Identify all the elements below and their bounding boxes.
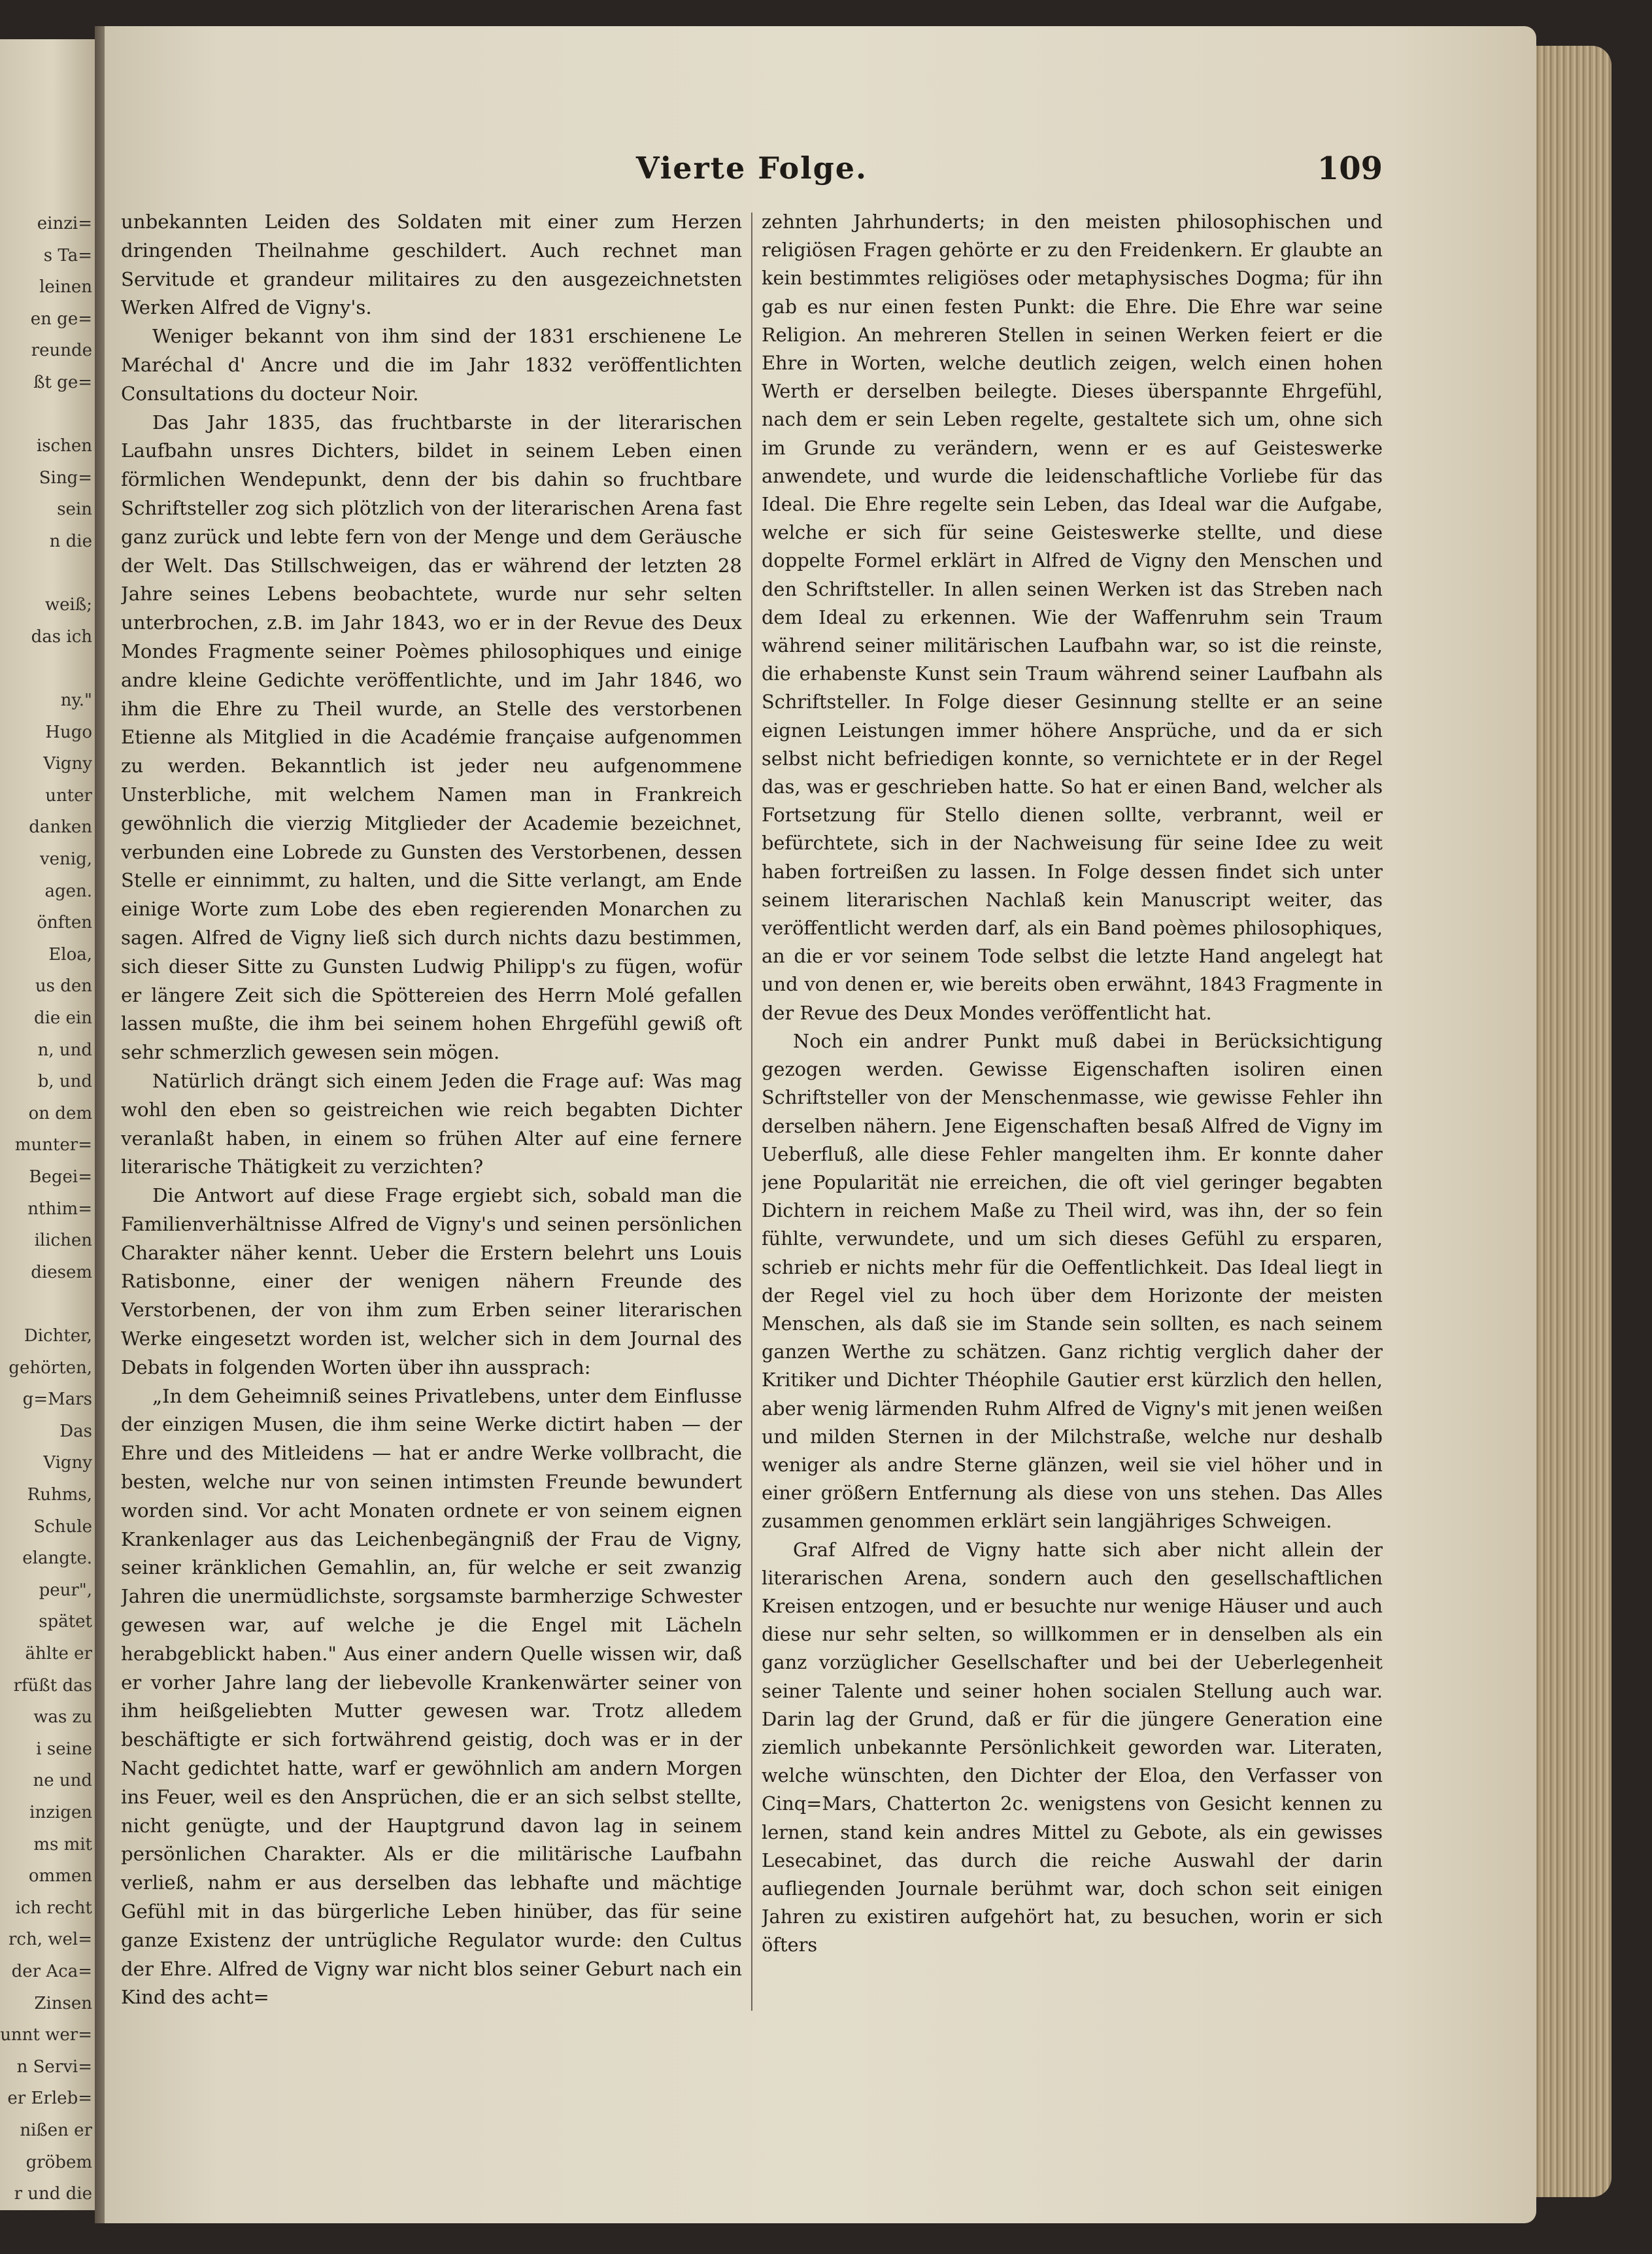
facing-page-fragment: rch, wel= (8, 1930, 92, 1950)
facing-page-fragment: munter= (14, 1135, 92, 1155)
facing-page-fragment: ilichen (34, 1231, 92, 1251)
facing-page-fragment: n die (49, 532, 92, 551)
facing-page-fragment: Ruhms, (27, 1485, 92, 1505)
facing-page-fragment: n, und (37, 1040, 92, 1060)
paragraph: Weniger bekannt von ihm sind der 1831 erschienene Le Maréchal d' Ancre und die im Jahr 1832 veröffentlichten Consultations du docteur Noir. (121, 325, 742, 405)
facing-page-fragment: ms mit (33, 1834, 92, 1854)
facing-page-fragment: was zu (33, 1707, 92, 1728)
facing-page-fragment: spätet (39, 1612, 92, 1632)
facing-page-fragment: nthim= (27, 1199, 92, 1219)
page-edges (1533, 46, 1611, 2197)
facing-page-fragment: Das (59, 1421, 92, 1441)
facing-page-fragment: on dem (28, 1103, 92, 1123)
paragraph: Natürlich drängt sich einem Jeden die Frage auf: Was mag wohl den eben so geistreichen wie reich begabten Dichter veranlaßt haben, in einem so frühen Alter auf eine fernere literarische Thätigkeit zu verzichten? (121, 1069, 742, 1178)
facing-page-fragment: reunde (31, 341, 92, 361)
paragraph: Graf Alfred de Vigny hatte sich aber nicht allein der literarischen Arena, sondern auch den gesellschaftlichen Kreisen entzogen, und er besuchte nur wenige Häuser und auch diese nur sehr selten, so willkommen er in denselben als ein ganz vorzüglicher Gesellschafter und bei der Ueberlegenheit seiner Talente und seiner hohen socialen Stellung auch war. Darin lag der Grund, daß er für die jüngere Generation eine ziemlich unbekannte Persönlichkeit geworden war. Literaten, welche wünschten, den Dichter der Eloa, den Verfasser von Cinq=Mars, Chatterton 2c. wenigstens von Gesicht kennen zu lernen, stand kein andres Mittel zu Gebote, als ein gewisses Lesecabinet, das durch die reiche Auswahl der darin aufliegenden Journale berühmt war, doch schon seit einigen Jahren zu existiren aufgehört hat, zu besuchen, worin er sich öfters (762, 1538, 1383, 1956)
facing-page-fragment: ne und (33, 1771, 92, 1791)
facing-page-fragment: ny." (60, 691, 92, 710)
facing-page-fragment: gehörten, (8, 1358, 92, 1378)
facing-page-fragment: ischen (36, 436, 92, 456)
facing-page-fragment: Sing= (39, 468, 92, 488)
facing-page-fragment: er Erleb= (7, 2089, 92, 2109)
facing-page-fragment: ßt ge= (33, 373, 92, 392)
facing-page-fragment: Begei= (29, 1167, 92, 1187)
facing-page-fragment: Zinsen (34, 1993, 92, 2013)
facing-page-fragment: peur", (39, 1580, 92, 1600)
paragraph: unbekannten Leiden des Soldaten mit einer zum Herzen dringenden Theilnahme geschildert. Auch rechnet man Servitude et grandeur militaires zu den ausgezeichnetsten Werken Alfred de Vigny's. (121, 211, 742, 319)
facing-page-fragment: s Ta= (43, 245, 92, 265)
facing-page-fragment: die ein (33, 1008, 92, 1028)
facing-page-fragment: der Aca= (11, 1962, 92, 1981)
column-divider (751, 213, 752, 2011)
paragraph: Die Antwort auf diese Frage ergiebt sich, sobald man die Familienverhältnisse Alfred de Vigny's und seinen persönlichen Charakter näher kennt. Ueber die Erstern belehrt uns Louis Ratisbonne, einer der wenigen nähern Freunde des Verstorbenen, der von ihm zum Erben seiner literarischen Werke eingesetzt worden ist, welcher sich in dem Journal des Debats in folgenden Worten über ihn aussprach: (121, 1184, 742, 1378)
facing-page-fragment: us den (35, 976, 92, 997)
facing-page-fragment: ich recht (15, 1898, 92, 1918)
facing-page-fragment: n Servi= (16, 2057, 92, 2077)
right-text-column (762, 208, 1383, 2013)
paragraph: Das Jahr 1835, das fruchtbarste in der literarischen Laufbahn unsres Dichters, bildet in seinem Leben einen förmlichen Wendepunkt, denn der bis dahin so fruchtbare Schriftsteller zog sich plötzlich von der literarischen Arena fast ganz zurück und lebte fern von der Menge und dem Geräusche der Welt. Das Stillschweigen, das er während der letzten 28 Jahre seines Lebens beobachtete, wurde nur sehr selten unterbrochen, z.B. im Jahr 1843, wo er in der Revue des Deux Mondes Fragmente seiner Poèmes philosophiques und einige andre kleine Gedichte veröffentlichte, und im Jahr 1846, wo ihm die Ehre zu Theil wurde, an Stelle des verstorbenen Etienne als Mitglied in die Académie française aufgenommen zu werden. Bekanntlich ist jeder neu aufgenommene Unsterbliche, mit welchem Namen man in Frankreich gewöhnlich die vierzig Mitglieder der Academie bezeichnet, verbunden eine Lobrede zu Gunsten des Verstorbenen, dessen Stelle er einnimmt, zu halten, und die Sitte verlangt, am Ende einige Worte zum Lobe des eben regierenden Monarchen zu sagen. Alfred de Vigny ließ sich durch nichts dazu bestimmen, sich dieser Sitte zu Gunsten Ludwig Philipp's zu fügen, wofür er längere Zeit sich die Spöttereien des Herrn Molé gefallen lassen mußte, die ihm bei seinem hohen Ehrgefühl gewiß oft sehr schmerzlich gewesen sein mögen. (121, 411, 742, 1064)
paragraph: „In dem Geheimniß seines Privatlebens, unter dem Einflusse der einzigen Musen, die ihm seine Werke dictirt haben — der Ehre und des Mitleidens — hat er andre Werke vollbracht, die besten, welche nur von seinen intimsten Freunde bewundert worden sind. Vor acht Monaten ordnete er von seinem eignen Krankenlager aus das Leichenbegängniß der Frau de Vigny, seiner kränklichen Gemahlin, an, für welche er seit zwanzig Jahren die unermüdlichste, sorgsamste barmherzige Schwester gewesen war, auf welche je die Engel mit Lächeln herabgeblickt haben." Aus einer andern Quelle wissen wir, daß er vorher Jahre lang der liebevolle Krankenwärter seiner von ihm heißgeliebten Mutter gewesen war. Trotz alledem beschäftigte er sich fortwährend geistig, doch was er in der Nacht gedichtet hatte, warf er gewöhnlich am andern Morgen ins Feuer, weil es den Ansprüchen, die er an sich selbst stellte, nicht genügte, und der Hauptgrund davon lag in seinem persönlichen Charakter. Als er die militärische Laufbahn verließ, nahm er aus derselben das lebhafte und mächtige Gefühl mit in das bürgerliche Leben hinüber, das für seine ganze Existenz der untrügliche Regulator wurde: den Cultus der Ehre. Alfred de Vigny war nicht blos seiner Geburt nach ein Kind des acht= (121, 1384, 742, 2009)
facing-page-fragment: Vigny (43, 1453, 92, 1473)
facing-page-fragment: venig, (39, 849, 92, 869)
page-header (121, 150, 1383, 196)
facing-page-fragment: einzi= (37, 214, 92, 233)
paragraph: Noch ein andrer Punkt muß dabei in Berücksichtigung gezogen werden. Gewisse Eigenschaften isoliren einen Schriftsteller von der Menschenmasse, wie gewisse Fehler ihn derselben nähern. Jene Eigenschaften besaß Alfred de Vigny im Ueberfluß, alle diese Fehler mangelten ihm. Er konnte daher jene Popularität nie erreichen, die oft viel geringer begabten Dichtern in reichem Maße zu Theil wird, was ihn, der so fein fühlte, verwundete, und um sich dieses Gefühl zu ersparen, schrieb er nichts mehr für die Oeffentlichkeit. Das Ideal liegt in der Regel viel zu hoch über dem Horizonte der meisten Menschen, als daß sie im Stande sein sollten, es nach seinem ganzen Werthe zu schätzen. Ganz richtig verglich daher der Kritiker und Dichter Théophile Gautier erst kürzlich den hellen, aber wenig lärmenden Ruhm Alfred de Vigny's mit jenen weißen und milden Sternen in der Milchstraße, welche nur deshalb weniger als andre Sterne glänzen, weil sie viel höher und in einer größern Entfernung als diese von uns stehen. Das Alles zusammen genommen erklärt sein langjähriges Schweigen. (762, 1029, 1383, 1533)
facing-page-fragment: sein (57, 500, 92, 520)
facing-page-fragment: nißen er (20, 2121, 92, 2140)
paragraph: zehnten Jahrhunderts; in den meisten philosophischen und religiösen Fragen gehörte er zu den Freidenkern. Er glaubte an kein bestimmtes religiöses oder metaphysisches Dogma; für ihn gab es nur einen festen Punkt: die Ehre. Die Ehre war seine Religion. An mehreren Stellen in seinen Werken feiert er die Ehre in Worten, welche deutlich zeigen, welch einen hohen Werth er derselben beilegte. Dieses überspannte Ehrgefühl, nach dem er sein Leben regelte, gestaltete sich um, ohne sich im Grunde zu verändern, wenn er es auf Geisteswerke anwendete, und wurde die leidenschaftliche Vorliebe für das Ideal. Die Ehre regelte sein Leben, das Ideal war die Aufgabe, welche er sich für seine Geisteswerke stellte, und diese doppelte Formel erklärt in Alfred de Vigny den Menschen und den Schriftsteller. In allen seinen Werken ist das Streben nach dem Ideal zu erkennen. Wie der Waffenruhm sein Traum während seiner militärischen Laufbahn war, so ist die reinste, die erhabenste Kunst sein Traum während seiner Laufbahn als Schriftsteller. In Folge dieser Gesinnung stellte er an seine eignen Leistungen immer höhere Ansprüche, und da er sich selbst nicht befriedigen konnte, so vernichtete er in der Regel das, was er geschrieben hatte. So hat er einen Band, welcher als Fortsetzung für Stello dienen sollte, verbrannt, weil er befürchtete, sich in der Nachweisung für seine Idee zu weit haben fortreißen zu lassen. In Folge dessen findet sich unter seinem literarischen Nachlaß kein Manuscript weiter, das veröffentlicht werden darf, als ein Band poèmes philosophiques, an die er vor seinem Tode selbst die letzte Hand angelegt hat und von denen er, wie bereits oben erwähnt, 1843 Fragmente in der Revue des Deux Mondes veröffentlicht hat. (762, 211, 1383, 1024)
facing-page-edge (0, 39, 95, 2210)
facing-page-fragment: b, und (37, 1072, 92, 1092)
facing-page-fragment: elangte. (22, 1548, 92, 1569)
facing-page-fragment: unter (45, 785, 92, 806)
facing-page-fragment: danken (29, 817, 92, 838)
facing-page-fragment: Hugo (45, 722, 92, 742)
facing-page-fragment: gröbem (25, 2152, 92, 2172)
facing-page-fragment: weiß; (44, 595, 92, 615)
facing-page-fragment: unnt wer= (0, 2025, 92, 2045)
facing-page-fragment: rfüßt das (13, 1675, 92, 1696)
facing-page-fragment: en ge= (30, 309, 92, 329)
facing-page-fragment: önften (37, 913, 92, 933)
page-number: 109 (1317, 150, 1383, 187)
facing-page-fragment: Eloa, (48, 944, 92, 965)
facing-page-fragment: r und die (14, 2184, 92, 2204)
facing-page-fragment: Vigny (43, 754, 92, 774)
facing-page-fragment: i seine (36, 1739, 92, 1759)
facing-page-fragment: agen. (44, 881, 92, 901)
left-text-column (121, 208, 742, 2013)
facing-page-fragment: g=Mars (22, 1390, 92, 1410)
facing-page-fragment: ommen (28, 1866, 92, 1887)
facing-page-fragment: diesem (31, 1262, 92, 1282)
facing-page-fragment: inzigen (29, 1803, 92, 1822)
facing-page-fragment: leinen (39, 277, 92, 298)
facing-page-fragment: ählte er (25, 1644, 92, 1664)
facing-page-fragment: Schule (33, 1516, 92, 1537)
running-title: Vierte Folge. (635, 150, 868, 186)
facing-page-fragment: Dichter, (24, 1326, 92, 1346)
facing-page-fragment: das ich (31, 626, 92, 647)
